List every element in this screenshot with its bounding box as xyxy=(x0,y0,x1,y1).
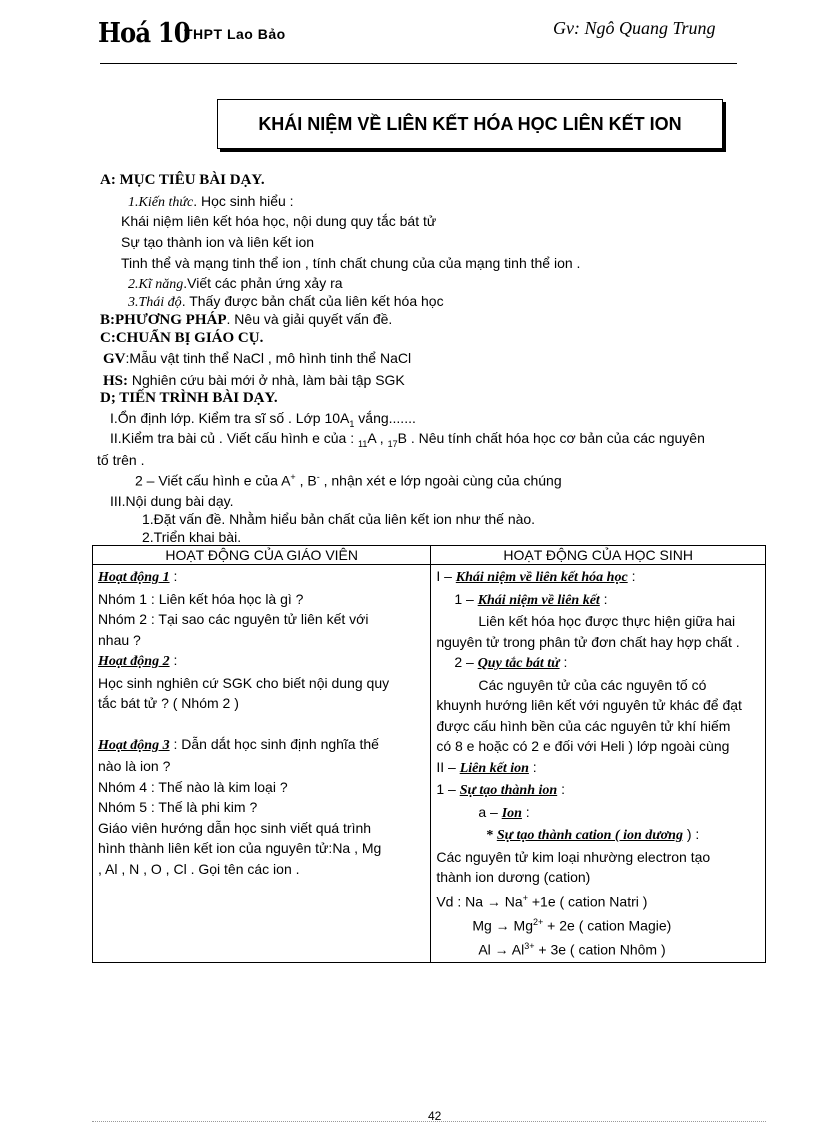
hs-line: HS: Nghiên cứu bài mới ở nhà, làm bài tập SGK xyxy=(103,372,405,389)
list-item: Liên kết hóa học được thực hiện giữa hai xyxy=(478,613,736,629)
subject-title: Hoá 10 xyxy=(98,18,190,49)
student-heading: 2 – Quy tắc bát tử : xyxy=(454,654,568,671)
spacer xyxy=(98,714,425,734)
skill-line: 2.Kĩ năng.Viết các phản ứng xảy ra xyxy=(128,275,343,292)
lesson-title: KHÁI NIỆM VỀ LIÊN KẾT HÓA HỌC LIÊN KẾT ION xyxy=(217,99,723,149)
list-item: Nhóm 4 : Thế nào là kim loại ? xyxy=(98,778,288,795)
list-item: nguyên tử trong phân tử đơn chất hay hợp chất . xyxy=(436,633,740,650)
d-line-1: I.Ổn định lớp. Kiểm tra sĩ số . Lớp $10A_1$ vắng....... xyxy=(110,410,416,429)
list-item: tắc bát tử ? ( Nhóm 2 ) xyxy=(98,695,239,711)
page-number: 42 xyxy=(428,1109,442,1123)
list-item: Các nguyên tử của các nguyên tố có xyxy=(478,676,707,693)
activity-heading: Hoạt động 1 : xyxy=(98,568,178,585)
d-line-3: 2 – Viết cấu hình e của A+ , B- , nhận xét e lớp ngoài cùng của chúng xyxy=(135,472,562,489)
student-heading: * Sự tạo thành cation ( ion dương ) : xyxy=(486,826,700,843)
list-item: Giáo viên hướng dẫn học sinh viết quá trình xyxy=(98,819,372,836)
student-heading: 1 – Sự tạo thành ion : xyxy=(436,781,565,798)
d-line-4: III.Nội dung bài dạy. xyxy=(110,493,234,509)
list-item: được cấu hình bền của các nguyên tử khí hiếm xyxy=(436,717,731,734)
list-item: nào là ion ? xyxy=(98,758,171,774)
knowledge-line: 1.Kiến thức. Học sinh hiểu : xyxy=(128,193,294,210)
student-heading: II – Liên kết ion : xyxy=(436,758,537,776)
list-item: Nhóm 5 : Thế là phi kim ? xyxy=(98,799,258,815)
table-header-row xyxy=(93,546,766,565)
list-item: Nhóm 1 : Liên kết hóa học là gì ? xyxy=(98,590,304,607)
list-item: Học sinh nghiên cứ SGK cho biết nội dung quy xyxy=(98,674,390,691)
student-heading: a – Ion : xyxy=(478,803,530,821)
school-name: THPT Lao Bảo xyxy=(184,26,286,42)
list-item: , Al , N , O , Cl . Gọi tên các ion . xyxy=(98,860,300,877)
list-item: có 8 e hoặc có 2 e đối với Heli ) lớp ngoài cùng xyxy=(436,738,730,754)
activity-heading: Hoạt động 3 : Dẫn dắt học sinh định nghĩa thế xyxy=(98,735,379,753)
gv-line: GV:Mẫu vật tinh thể NaCl , mô hình tinh thể NaCl xyxy=(103,350,412,367)
list-item: Nhóm 2 : Tại sao các nguyên tử liên kết với xyxy=(98,611,369,627)
table-row xyxy=(93,565,766,963)
list-item: Các nguyên tử kim loại nhường electron tạo xyxy=(436,848,711,865)
footer-rule xyxy=(92,1121,766,1122)
list-item: hình thành liên kết ion của nguyên tử:Na , Mg xyxy=(98,840,382,856)
student-heading: I – Khái niệm về liên kết hóa học : xyxy=(436,568,636,585)
d-line-5: 1.Đặt vấn đề. Nhằm hiểu bản chất của liên kết ion như thế nào. xyxy=(142,511,536,527)
student-activities-cell xyxy=(431,565,766,963)
teacher-name: Gv: Ngô Quang Trung xyxy=(553,18,716,38)
d-line-2b: tố trên . xyxy=(97,452,145,468)
section-c-heading: C:CHUẨN BỊ GIÁO CỤ. xyxy=(100,330,264,346)
d-line-2: II.Kiểm tra bài củ . Viết cấu hình e của : $_{11}$A , $_{17}$B . Nêu tính chất hóa học cơ bản của các nguyên xyxy=(110,430,705,449)
knowledge-item: Sự tạo thành ion và liên kết ion xyxy=(121,234,315,250)
activity-heading: Hoạt động 2 : xyxy=(98,652,178,669)
student-heading: 1 – Khái niệm về liên kết : xyxy=(454,590,608,608)
d-line-6: 2.Triển khai bài. xyxy=(142,529,242,545)
teacher-column-header: HOẠT ĐỘNG CỦA GIÁO VIÊN xyxy=(93,546,431,565)
header-rule xyxy=(100,63,737,64)
reaction-line: $Al \to Al^{3+} + 3e$ ( cation Nhôm ) xyxy=(478,940,666,958)
reaction-line: Vd : Na → Na+ +1e ( cation Natri ) xyxy=(436,892,648,910)
knowledge-item: Khái niệm liên kết hóa học, nội dung quy tắc bát tử xyxy=(121,213,437,229)
list-item: khuynh hướng liên kết với nguyên tử khác để đạt xyxy=(436,697,742,713)
list-item: nhau ? xyxy=(98,631,141,648)
list-item: thành ion dương (cation) xyxy=(436,869,591,885)
activities-table xyxy=(92,545,766,963)
section-d-heading: D; TIẾN TRÌNH BÀI DẠY. xyxy=(100,390,278,406)
section-b-line: B:PHƯƠNG PHÁP. Nêu và giải quyết vấn đề. xyxy=(100,311,393,328)
teacher-activities-cell xyxy=(93,565,431,963)
student-column-header: HOẠT ĐỘNG CỦA HỌC SINH xyxy=(431,546,766,565)
section-a-heading: A: MỤC TIÊU BÀI DẠY. xyxy=(100,172,265,188)
reaction-line: $Mg \to Mg^{2+} + 2e$ ( cation Magie) xyxy=(472,916,672,934)
attitude-line: 3.Thái độ. Thấy được bản chất của liên kết hóa học xyxy=(128,293,444,310)
knowledge-item: Tinh thể và mạng tinh thể ion , tính chất chung của của mạng tinh thể ion . xyxy=(121,255,581,271)
